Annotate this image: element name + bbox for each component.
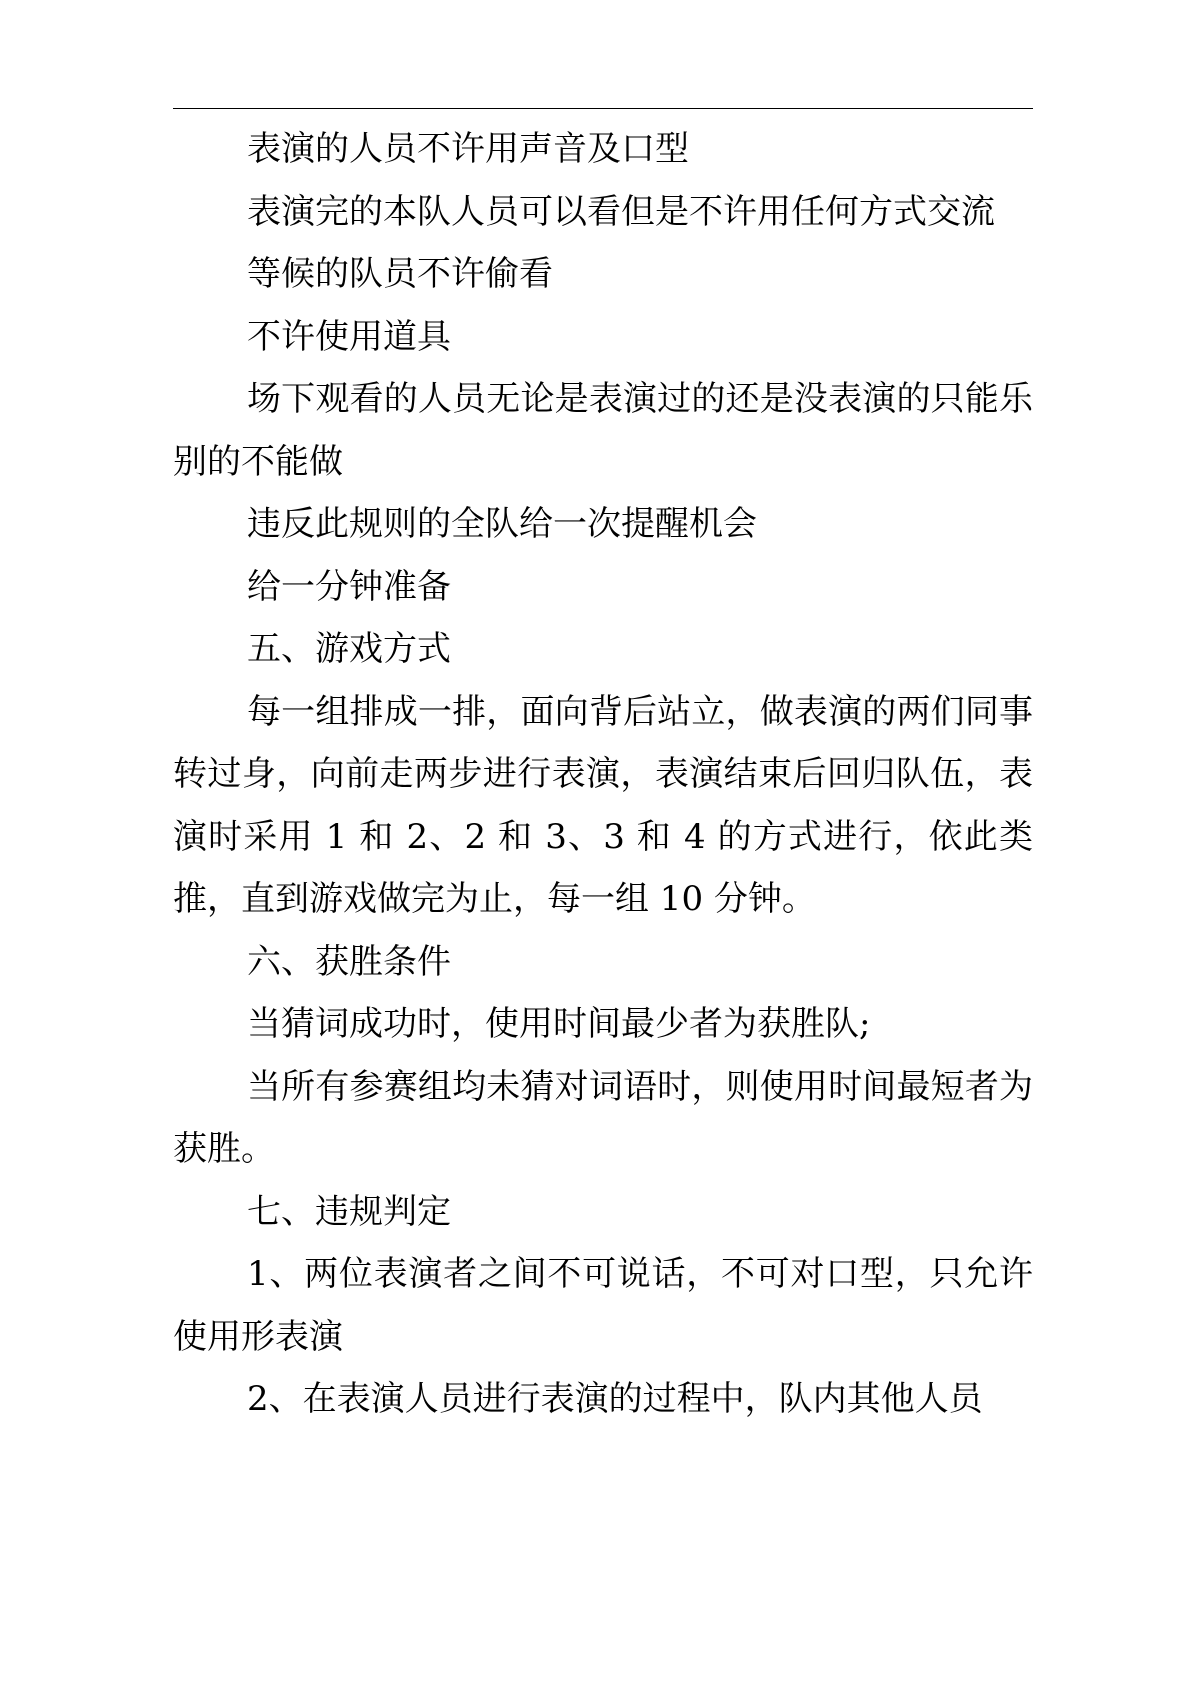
paragraph-violation-1: 1、两位表演者之间不可说话，不可对口型，只允许使用形表演	[173, 1254, 1033, 1357]
paragraph-win-condition-1: 当猜词成功时，使用时间最少者为获胜队;	[247, 1004, 871, 1044]
document-body	[173, 118, 1033, 1431]
section-heading-violations: 七、违规判定	[247, 1191, 451, 1232]
paragraph-rule-violation-warning: 违反此规则的全队给一次提醒机会	[247, 504, 757, 544]
paragraph-violation-2: 2、在表演人员进行表演的过程中，队内其他人员	[247, 1379, 983, 1419]
paragraph-game-method: 每一组排成一排，面向背后站立，做表演的两们同事转过身，向前走两步进行表演，表演结束后回归队伍，表演时采用 1 和 2、2 和 3、3 和 4 的方式进行，依此类推，直到游戏做完为止，每一组 10 分钟。	[173, 691, 1033, 919]
paragraph-rule-no-peeking: 等候的队员不许偷看	[247, 254, 553, 294]
header-rule	[173, 108, 1033, 109]
paragraph-rule-audience: 场下观看的人员无论是表演过的还是没表演的只能乐别的不能做	[173, 379, 1033, 482]
paragraph-rule-no-voice: 表演的人员不许用声音及口型	[247, 129, 689, 169]
section-heading-win-conditions: 六、获胜条件	[247, 941, 451, 982]
paragraph-win-condition-2: 当所有参赛组均未猜对词语时，则使用时间最短者为获胜。	[173, 1066, 1033, 1169]
paragraph-rule-no-communication: 表演完的本队人员可以看但是不许用任何方式交流	[247, 191, 995, 232]
section-heading-game-method: 五、游戏方式	[247, 629, 451, 669]
paragraph-rule-no-props: 不许使用道具	[247, 316, 451, 357]
paragraph-preparation-time: 给一分钟准备	[247, 566, 451, 607]
